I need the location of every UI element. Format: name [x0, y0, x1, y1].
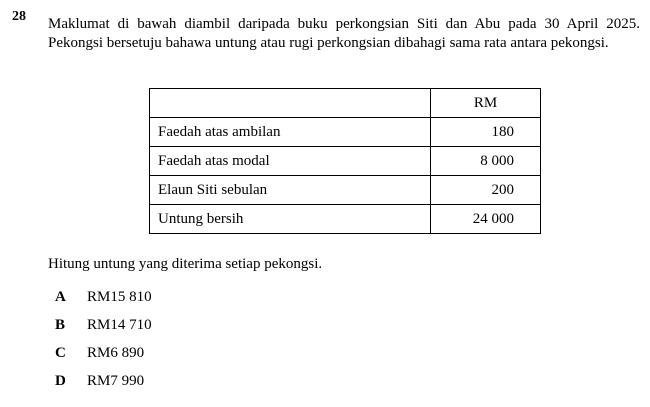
table-row: [150, 205, 541, 234]
row-label: Elaun Siti sebulan: [150, 176, 431, 205]
row-value: 8 000: [431, 147, 541, 176]
row-value: 200: [431, 176, 541, 205]
option-d[interactable]: [55, 367, 152, 395]
option-letter: A: [55, 288, 66, 305]
option-text: RM6 890: [87, 344, 145, 361]
option-letter: B: [55, 316, 66, 333]
data-table: [149, 88, 541, 234]
row-label: Faedah atas modal: [150, 147, 431, 176]
option-c[interactable]: [55, 339, 152, 367]
answer-options: [55, 283, 152, 395]
table-row: [150, 118, 541, 147]
row-label: Faedah atas ambilan: [150, 118, 431, 147]
table-header-row: [150, 89, 541, 118]
option-letter: D: [55, 372, 66, 389]
question-prompt: Hitung untung yang diterima setiap pekongsi.: [48, 256, 323, 272]
option-letter: C: [55, 344, 66, 361]
question-number: 28: [12, 9, 26, 24]
row-value: 24 000: [431, 205, 541, 234]
option-text: RM14 710: [87, 316, 152, 333]
row-label: Untung bersih: [150, 205, 431, 234]
table-row: [150, 176, 541, 205]
option-a[interactable]: [55, 283, 152, 311]
table-row: [150, 147, 541, 176]
table-header-label: [150, 89, 431, 118]
option-text: RM7 990: [87, 372, 145, 389]
option-text: RM15 810: [87, 288, 152, 305]
table-header-currency: RM: [431, 89, 541, 118]
question-text: Maklumat di bawah diambil daripada buku perkongsian Siti dan Abu pada 30 April 2025. Pekongsi bersetuju bahawa untung atau rugi perkongsian dibahagi sama rata antara pekongsi.: [48, 16, 640, 51]
option-b[interactable]: [55, 311, 152, 339]
row-value: 180: [431, 118, 541, 147]
question-stem: [48, 15, 640, 53]
